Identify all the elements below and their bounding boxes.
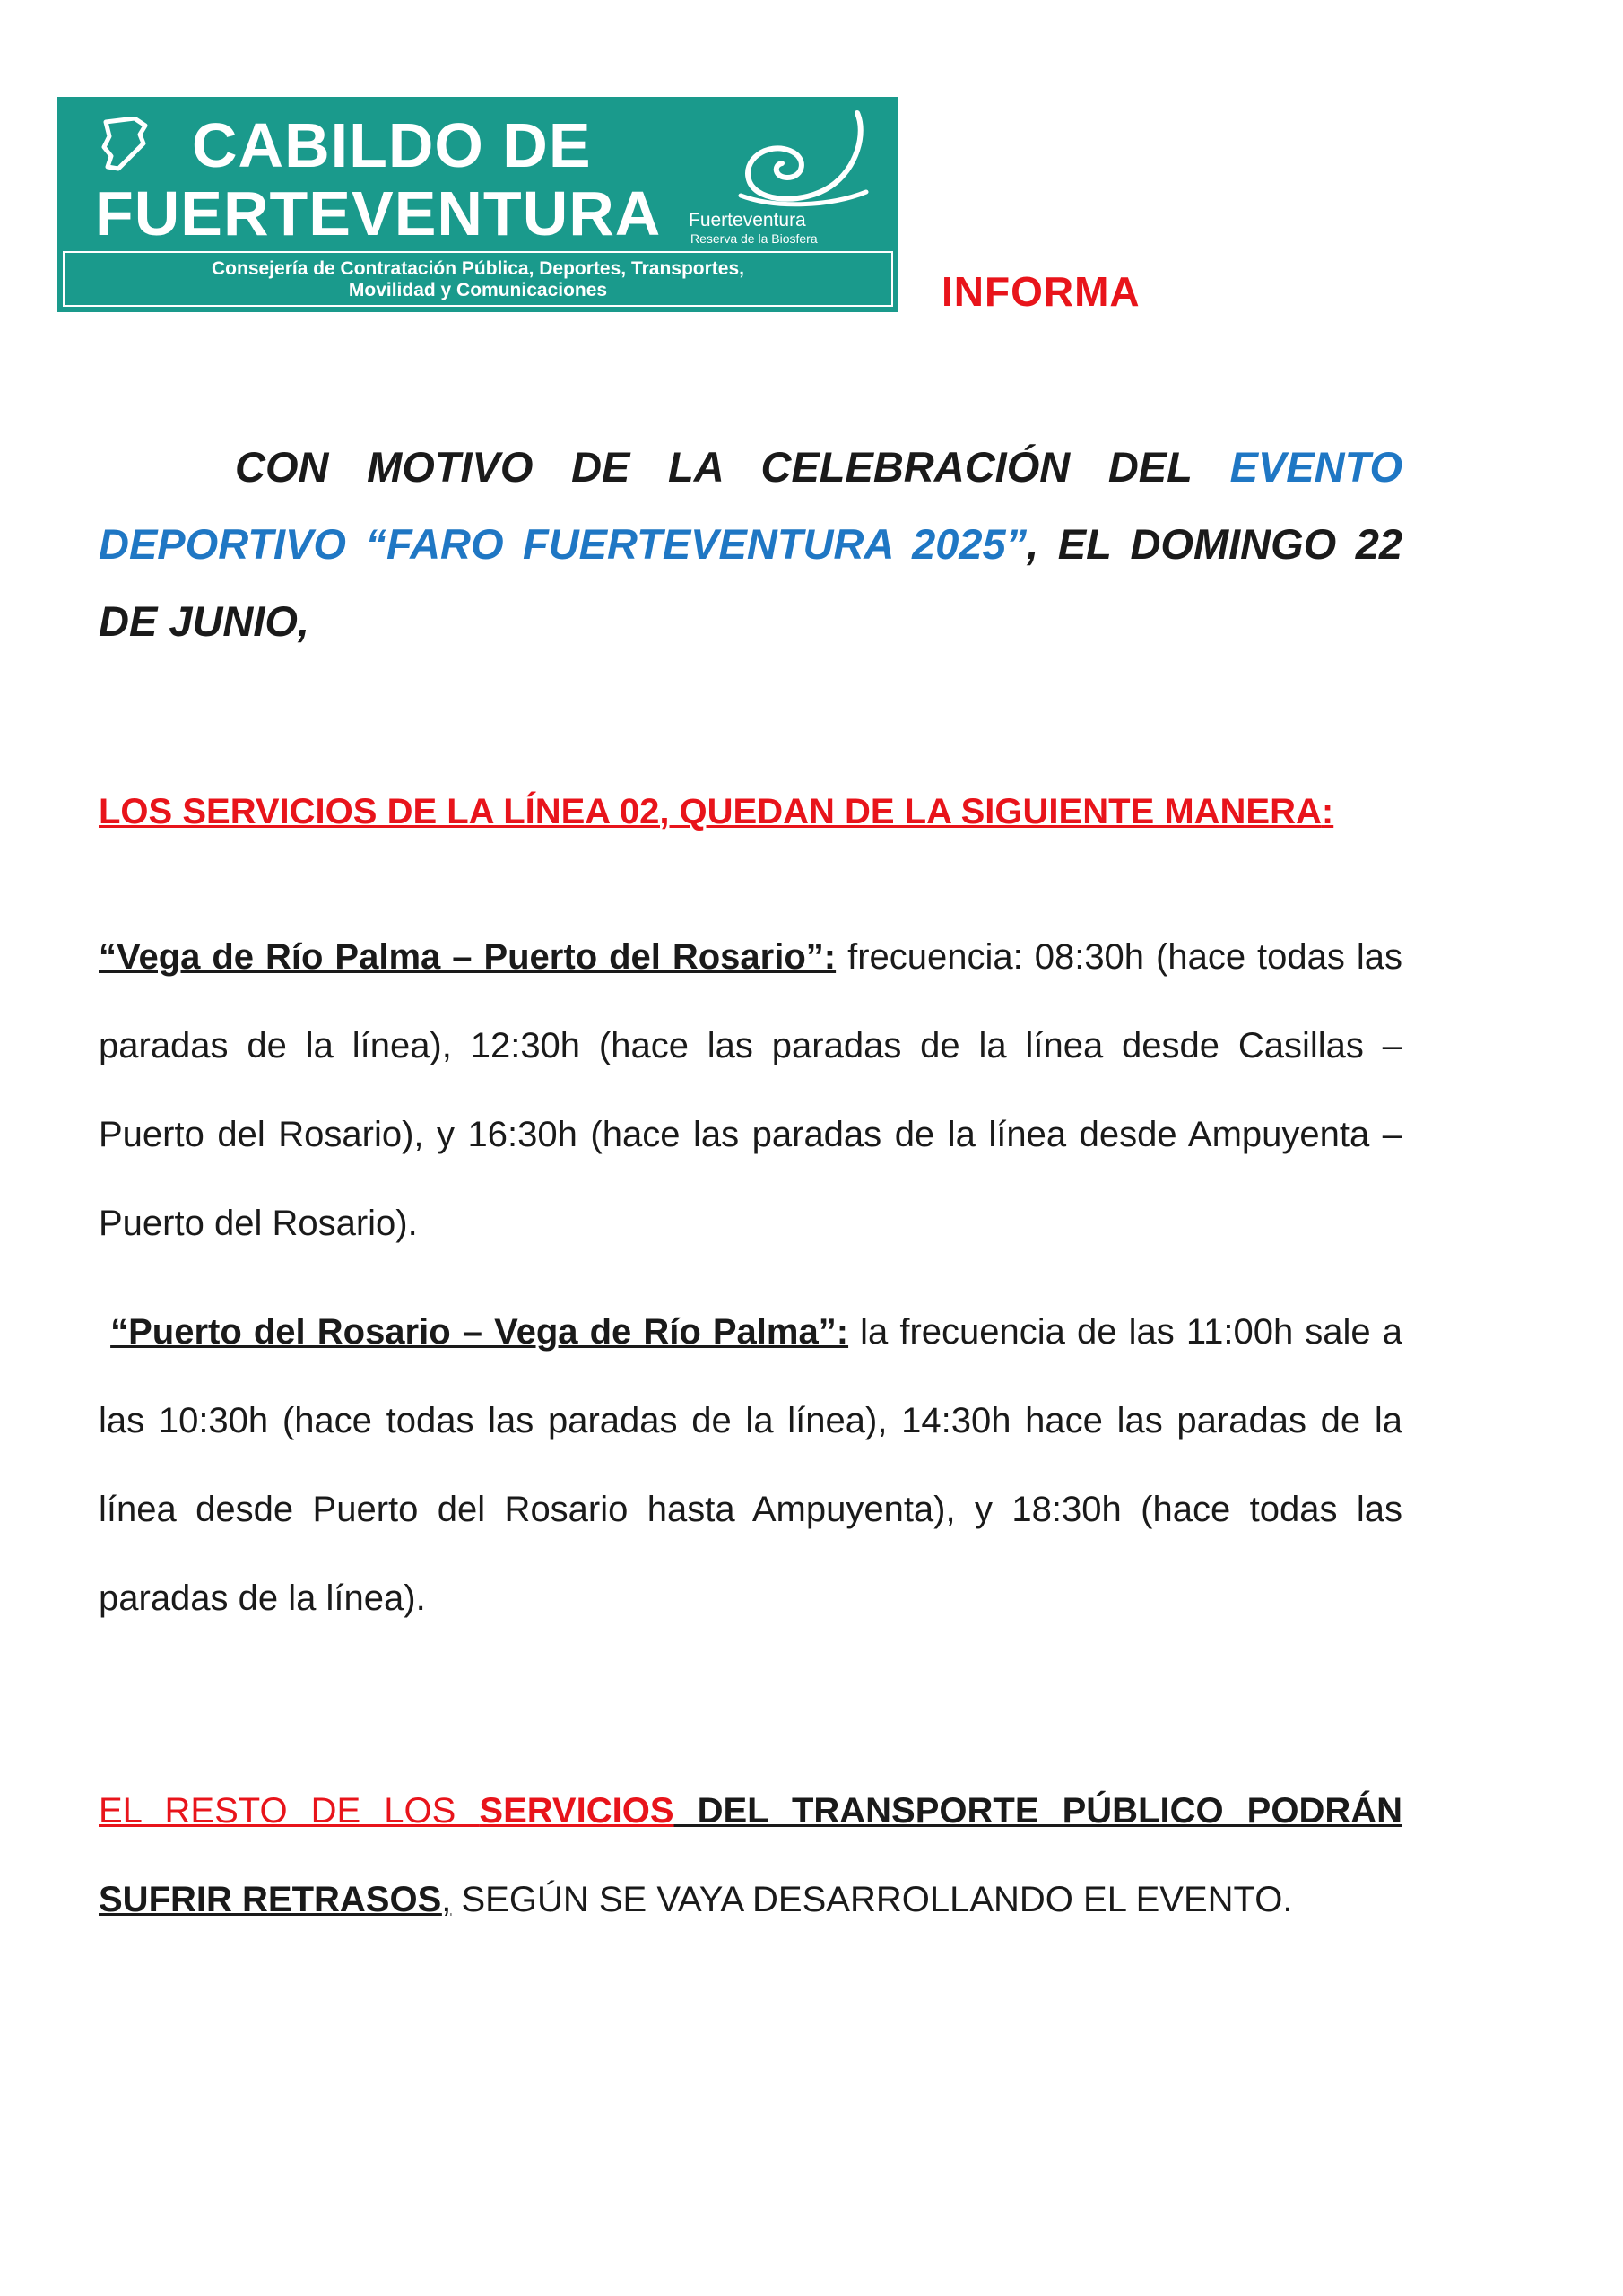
- rest-part1: EL RESTO DE LOS: [99, 1791, 480, 1831]
- department-line1: Consejería de Contratación Pública, Deportes, Transportes,: [212, 258, 744, 279]
- intro-event-name: EVENTO DEPORTIVO “FARO FUERTEVENTURA 2025”: [99, 443, 1402, 568]
- island-map-icon: [99, 117, 151, 172]
- cabildo-logo: [57, 97, 898, 312]
- informa-heading: INFORMA: [942, 268, 1141, 315]
- intro-part2: , EL DOMINGO 22 DE JUNIO,: [99, 520, 1402, 645]
- line-notice-colon: :: [1321, 792, 1334, 831]
- line-notice-text: LOS SERVICIOS DE LA LÍNEA 02, QUEDAN DE LA SIGUIENTE MANERA: [99, 792, 1322, 831]
- logo-title-line1: CABILDO DE: [192, 110, 592, 180]
- line-02-notice: [99, 778, 1402, 845]
- route1-paragraph: [99, 913, 1402, 1268]
- rest-part3: DEL TRANSPORTE PÚBLICO PODRÁN SUFRIR RETRASOS: [99, 1791, 1402, 1919]
- route2-title: “Puerto del Rosario – Vega de Río Palma”:: [110, 1312, 849, 1352]
- route1-title: “Vega de Río Palma – Puerto del Rosario”:: [99, 937, 837, 977]
- route1-body: frecuencia: 08:30h (hace todas las paradas de la línea), 12:30h (hace las paradas de la línea desde Casillas – Puerto del Rosario), y 16:30h (hace las paradas de la línea desde Ampuyenta – Puerto del Rosario).: [99, 937, 1402, 1243]
- route2-paragraph: [99, 1288, 1402, 1643]
- intro-paragraph: [99, 429, 1402, 660]
- reserve-subtitle: Reserva de la Biosfera: [690, 231, 818, 246]
- rest-part5: SEGÚN SE VAYA DESARROLLANDO EL EVENTO.: [451, 1880, 1293, 1919]
- logo-title-line2: FUERTEVENTURA: [95, 178, 662, 248]
- department-line2: Movilidad y Comunicaciones: [348, 280, 608, 300]
- rest-part2: SERVICIOS: [479, 1791, 674, 1831]
- intro-part1: CON MOTIVO DE LA CELEBRACIÓN DEL: [235, 443, 1230, 491]
- route2-body: la frecuencia de las 11:00h sale a las 10:30h (hace todas las paradas de la línea), 14:30h hace las paradas de la línea desde Puerto del Rosario hasta Ampuyenta), y 18:30h (hace todas las paradas de la línea).: [99, 1312, 1402, 1618]
- biosphere-snail-icon: [723, 106, 875, 213]
- reserve-name: Fuerteventura: [689, 210, 806, 230]
- rest-notice: [99, 1767, 1402, 1944]
- department-band: [63, 251, 893, 307]
- rest-part4: ,: [441, 1880, 452, 1919]
